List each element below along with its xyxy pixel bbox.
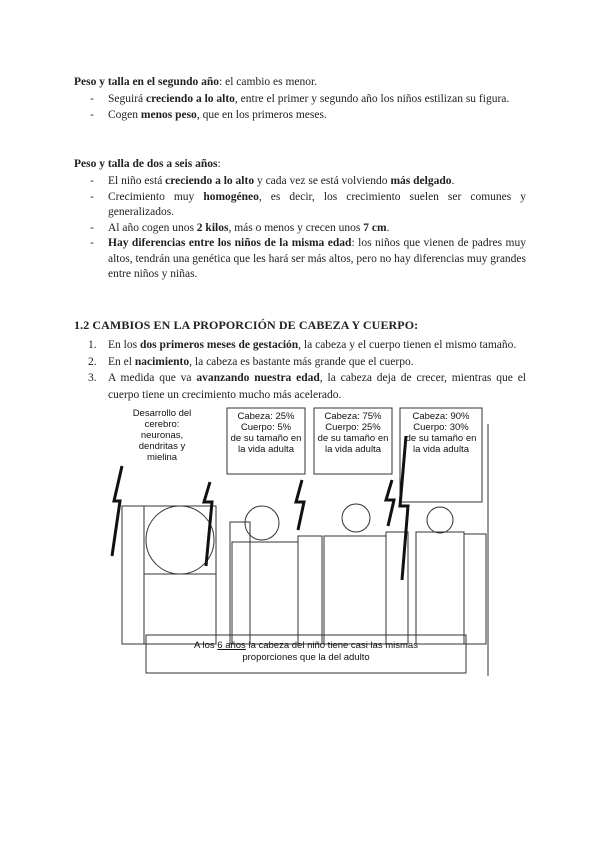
list-item: 2. En el nacimiento, la cabeza es bastante más grande que el cuerpo. xyxy=(88,355,414,368)
heading-bold: Peso y talla de dos a seis años xyxy=(74,158,218,170)
section-title: 1.2 CAMBIOS EN LA PROPORCIÓN DE CABEZA Y CUERPO: xyxy=(74,318,419,332)
heading-second-year xyxy=(74,74,526,90)
figure-caption: A los 6 años la cabeza del niño tiene casi las mismas proporciones que la del adulto xyxy=(194,640,418,663)
label-stage-3: Cabeza: 75% Cuerpo: 25% de su tamaño en la vida adulta xyxy=(317,411,389,455)
list-item: - Al año cogen unos 2 kilos, más o menos y crecen unos 7 cm. xyxy=(74,221,526,237)
heading-two-to-six xyxy=(74,156,526,172)
list-item: 3. A medida que va avanzando nuestra edad, la cabeza deja de crecer, mientras que el cuerpo tiene un crecimiento mucho más acelerado. xyxy=(88,372,526,401)
proportion-figure xyxy=(110,406,490,676)
label-stage-2: Cabeza: 25% Cuerpo: 5% de su tamaño en la vida adulta xyxy=(230,411,302,455)
heading-bold: Peso y talla en el segundo año xyxy=(74,76,220,88)
list-item: - Hay diferencias entre los niños de la misma edad: los niños que vienen de padres muy altos, tendrán una genética que les hará ser más altos, pero no hay diferencias muy grandes entre niños y niñas. xyxy=(74,236,526,283)
list-item: - Cogen menos peso, que en los primeros meses. xyxy=(74,108,526,124)
list-item: 1. En los dos primeros meses de gestación, la cabeza y el cuerpo tienen el mismo tamaño. xyxy=(88,339,517,351)
heading-rest: : xyxy=(217,158,221,170)
list-item: - Crecimiento muy homogéneo, es decir, los crecimiento suelen ser comunes y generalizados. xyxy=(74,190,526,221)
list-item: - El niño está creciendo a lo alto y cada vez se está volviendo más delgado. xyxy=(74,174,526,190)
label-brain-development: Desarrollo del cerebro: neuronas, dendritas y mielina xyxy=(132,408,192,463)
heading-rest: : el cambio es menor. xyxy=(219,76,318,88)
numbered-list xyxy=(74,337,526,403)
label-stage-4: Cabeza: 90% Cuerpo: 30% de su tamaño en la vida adulta xyxy=(405,411,477,455)
section-two-to-six xyxy=(74,156,526,283)
list-item: - Seguirá creciendo a lo alto, entre el primer y segundo año los niños estilizan su figura. xyxy=(74,92,526,108)
section-second-year xyxy=(74,74,526,123)
